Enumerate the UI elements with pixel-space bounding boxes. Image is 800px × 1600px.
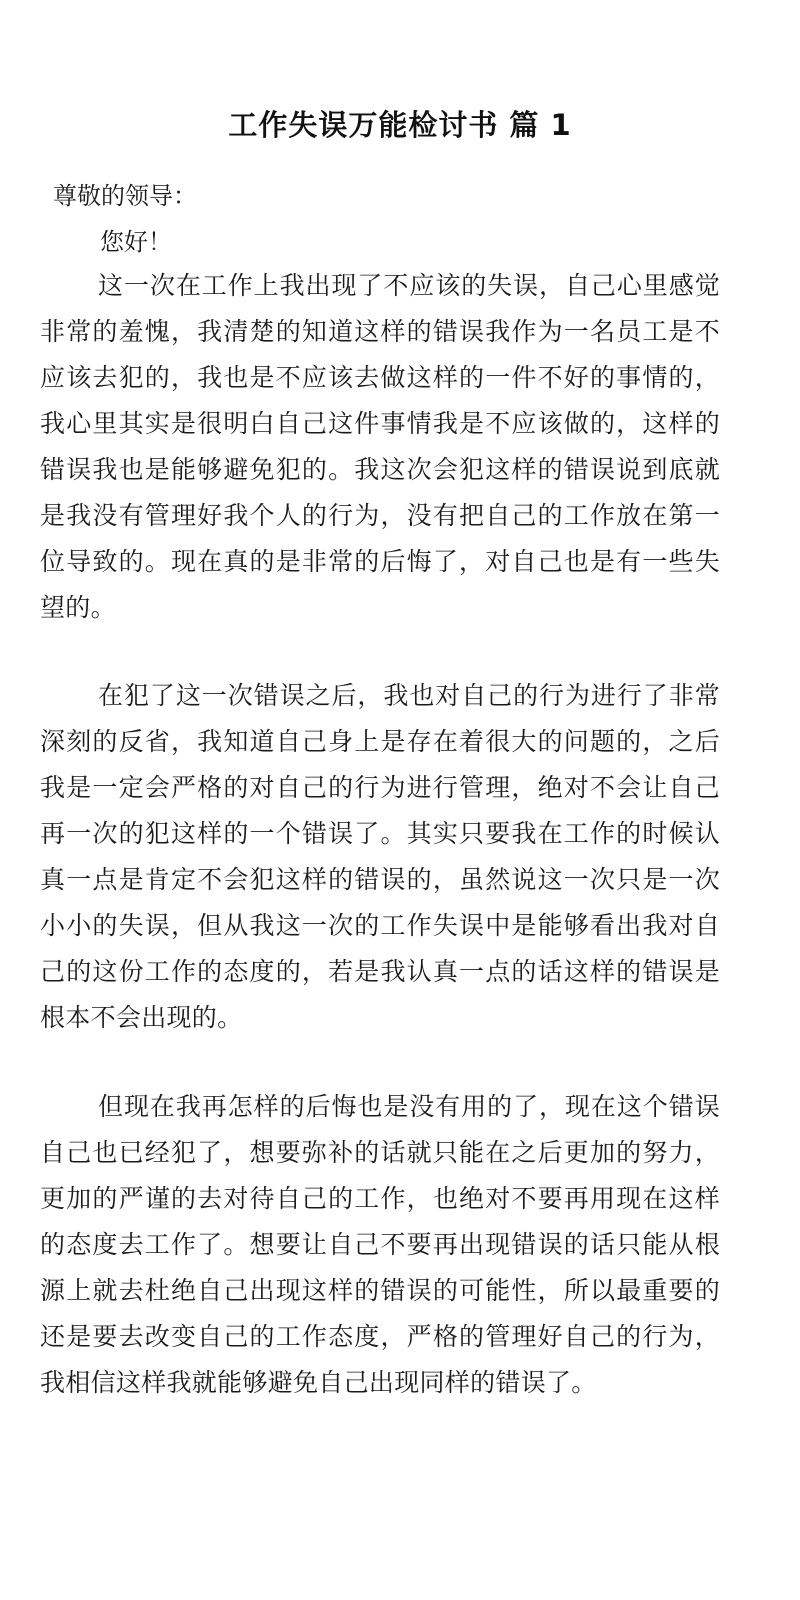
salutation: 您好！ [100, 228, 172, 256]
body-paragraph-3: 但现在我再怎样的后悔也是没有用的了，现在这个错误自己也已经犯了，想要弥补的话就只能在之后更加的努力，更加的严谨的去对待自己的工作，也绝对不要再用现在这样的态度去工作了。想要让自己不要再出现错误的话只能从根源上就去杜绝自己出现这样的错误的可能性，所以最重要的还是要去改变自己的工作态度，严格的管理好自己的行为，我相信这样我就能够避免自己出现同样的错误了。 [40, 1092, 720, 1397]
body-paragraph-1: 这一次在工作上我出现了不应该的失误，自己心里感觉非常的羞愧，我清楚的知道这样的错误我作为一名员工是不应该去犯的，我也是不应该去做这样的一件不好的事情的，我心里其实是很明白自己这件事情我是不应该做的，这样的错误我也是能够避免犯的。我这次会犯这样的错误说到底就是我没有管理好我个人的行为，没有把自己的工作放在第一位导致的。现在真的是非常的后悔了，对自己也是有一些失望的。 [40, 271, 720, 622]
greeting: 尊敬的领导： [53, 182, 197, 210]
body-paragraph-2: 在犯了这一次错误之后，我也对自己的行为进行了非常深刻的反省，我知道自己身上是存在着很大的问题的，之后我是一定会严格的对自己的行为进行管理，绝对不会让自己再一次的犯这样的一个错误了。其实只要我在工作的时候认真一点是肯定不会犯这样的错误的，虽然说这一次只是一次小小的失误，但从我这一次的工作失误中是能够看出我对自己的这份工作的态度的，若是我认真一点的话这样的错误是根本不会出现的。 [40, 681, 720, 1032]
document-title: 工作失误万能检讨书 篇 1 [228, 108, 572, 142]
